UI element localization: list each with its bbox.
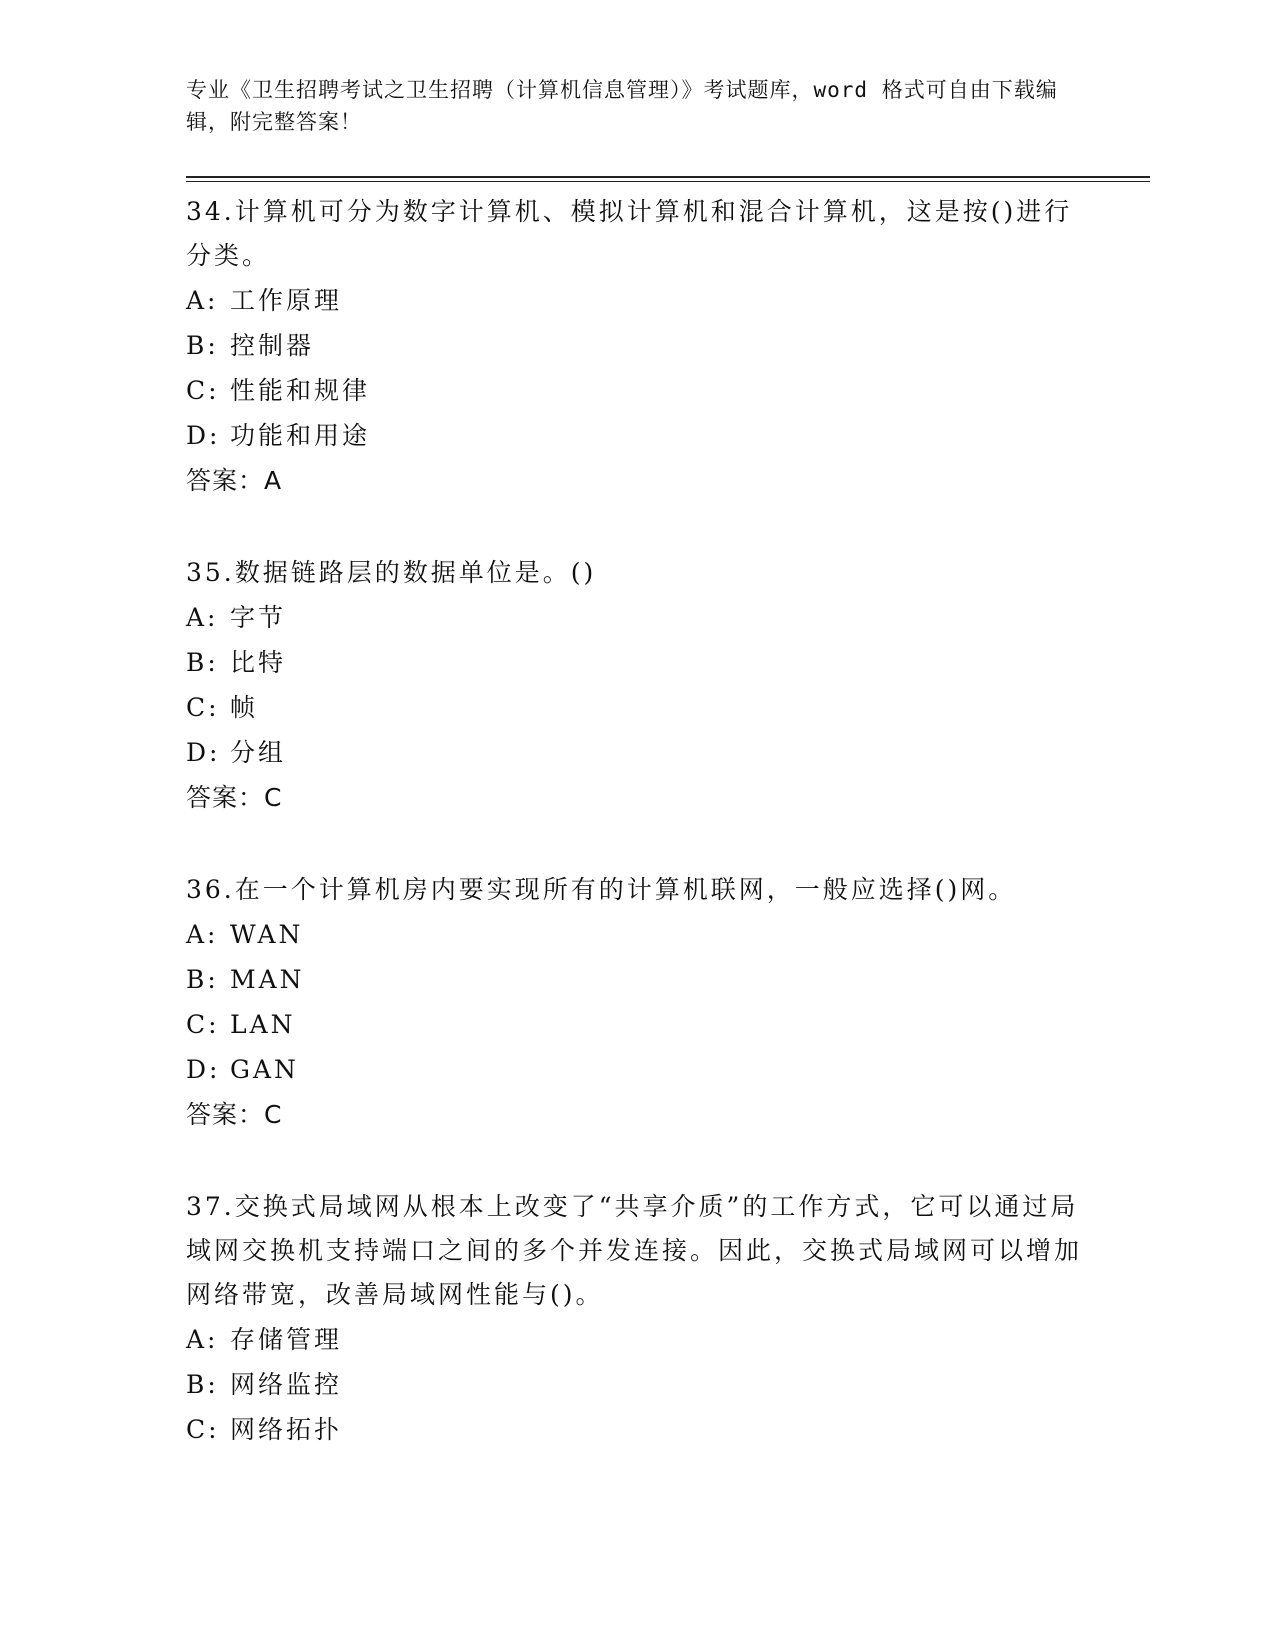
option-letter: C:: [186, 1415, 220, 1444]
question-stem: 37.交换式局域网从根本上改变了“共享介质”的工作方式，它可以通过局域网交换机支持端口之间的多个并发连接。因此，交换式局域网可以增加网络带宽，改善局域网性能与()。: [186, 1192, 1083, 1309]
question-36: [186, 868, 1086, 1137]
option-text: 分组: [230, 738, 287, 767]
question-37: [186, 1185, 1086, 1452]
option-b: [186, 1362, 1086, 1407]
option-d: [186, 413, 1086, 458]
option-text: WAN: [230, 920, 304, 949]
option-letter: A:: [186, 920, 219, 949]
question-stem: 35.数据链路层的数据单位是。(): [186, 558, 597, 587]
option-text: 存储管理: [230, 1325, 343, 1354]
option-text: 字节: [230, 603, 287, 632]
option-letter: D:: [186, 738, 221, 767]
option-c: [186, 685, 1086, 730]
option-letter: B:: [186, 1370, 219, 1399]
header-rule-thick: [186, 176, 1150, 178]
document-header: 专业《卫生招聘考试之卫生招聘（计算机信息管理）》考试题库，word 格式可自由下载编辑，附完整答案！: [186, 78, 1058, 134]
option-b: [186, 957, 1086, 1002]
option-text: 性能和规律: [230, 376, 371, 405]
answer-line: 答案：C: [186, 783, 283, 812]
question-stem: 34.计算机可分为数字计算机、模拟计算机和混合计算机，这是按()进行分类。: [186, 197, 1073, 270]
option-text: 网络拓扑: [230, 1415, 343, 1444]
question-34: [186, 190, 1086, 503]
option-text: 工作原理: [230, 286, 343, 315]
option-text: 控制器: [230, 331, 315, 360]
question-35: [186, 551, 1086, 820]
option-letter: A:: [186, 603, 219, 632]
option-letter: C:: [186, 693, 220, 722]
option-letter: B:: [186, 965, 219, 994]
option-letter: D:: [186, 421, 221, 450]
option-letter: A:: [186, 1325, 219, 1354]
answer-line: 答案：C: [186, 1100, 283, 1129]
option-c: [186, 368, 1086, 413]
question-list: [186, 190, 1086, 1500]
option-a: [186, 278, 1086, 323]
option-c: [186, 1002, 1086, 1047]
option-a: [186, 595, 1086, 640]
option-text: LAN: [230, 1010, 296, 1039]
option-c: [186, 1407, 1086, 1452]
option-letter: C:: [186, 1010, 220, 1039]
option-text: 网络监控: [230, 1370, 343, 1399]
option-a: [186, 912, 1086, 957]
option-d: [186, 1047, 1086, 1092]
option-d: [186, 730, 1086, 775]
option-letter: B:: [186, 331, 219, 360]
option-text: 帧: [230, 693, 259, 722]
header-rule-thin: [186, 181, 1150, 182]
option-b: [186, 640, 1086, 685]
option-letter: A:: [186, 286, 219, 315]
option-text: 功能和用途: [230, 421, 371, 450]
answer-line: 答案：A: [186, 466, 283, 495]
question-stem: 36.在一个计算机房内要实现所有的计算机联网，一般应选择()网。: [186, 875, 1017, 904]
option-letter: B:: [186, 648, 219, 677]
option-b: [186, 323, 1086, 368]
option-text: GAN: [230, 1055, 299, 1084]
option-letter: D:: [186, 1055, 221, 1084]
option-text: MAN: [230, 965, 305, 994]
option-text: 比特: [230, 648, 287, 677]
option-letter: C:: [186, 376, 220, 405]
option-a: [186, 1317, 1086, 1362]
